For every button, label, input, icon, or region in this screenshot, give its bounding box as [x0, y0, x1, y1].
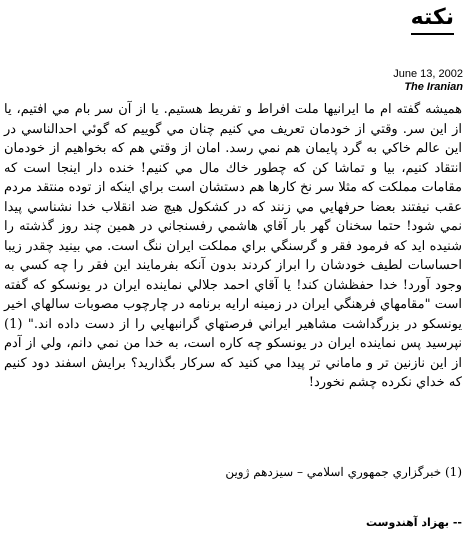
article-paragraph: هميشه گفته ام ما ايرانيها ملت افراط و تفريط هستيم. يا از آن سر بام مي افتيم، يا از اين سر. وقتي از خودمان تعريف مي كنيم چنان مي گوييم كه گوئي احدالناسي در اين عالم خاكي به گرد پايمان هم نمي رسد. امان از وقتي هم كه بخواهيم از خودمان انتقاد كنيم، بيا و تماشا كن كه چطور خاك مال مي كنيم! خنده دار اينجا است كه مقامات مملكت كه مثلا سر نخ كارها هم دستشان است براي اينكه از توده منتقد مردم عقب نيفتند بعضا حرفهايي مي زنند كه در كشكول هيچ ضد انقلاب خدا نشناسي پيدا نمي شود! حتما سخنان گهر بار آقاي هاشمي رفسنجاني در همين چند روز گذشته را شنيده ايد كه فرمود فقر و گرسنگي براي مملكت ايران ننگ است. مي بينيد چقدر زيبا احساسات لطيف خودشان را ابراز كردند بدون آنكه بفرمايند اين فقر را چه كسي به وجود آورد! خدا حفظشان كند! يا آقاي احمد جلالي نماينده ايران در يونسكو كه گفته است "مقامهاي فرهنگي ايران در زمينه ارايه برنامه در چارچوب مصوبات سالهاي اخير يونسكو در بزرگداشت مشاهير ايراني فرصتهاي گرانبهايي را از دست داده اند." (1) نپرسيد پس نماينده ايران در يونسكو چه كاره است، به خدا من نمي دانم، ولي از آدم از اين نازنين تر و ماماني تر پيدا مي كنيد كه سركار بگذاريد؟ برايش اسفند دود كنيم كه خداي نكرده چشم نخورد! — [4, 102, 462, 390]
footnote: (1) خبرگزاري جمهوري اسلامي – سيزدهم ژوين — [225, 465, 462, 479]
publication-name: The Iranian — [404, 81, 463, 93]
article-date: June 13, 2002 — [393, 68, 463, 80]
article-meta — [370, 68, 463, 94]
article-body — [4, 100, 462, 393]
author-signature: -- بهزاد آهندوست — [366, 516, 462, 529]
article-title: نکته — [411, 4, 454, 35]
